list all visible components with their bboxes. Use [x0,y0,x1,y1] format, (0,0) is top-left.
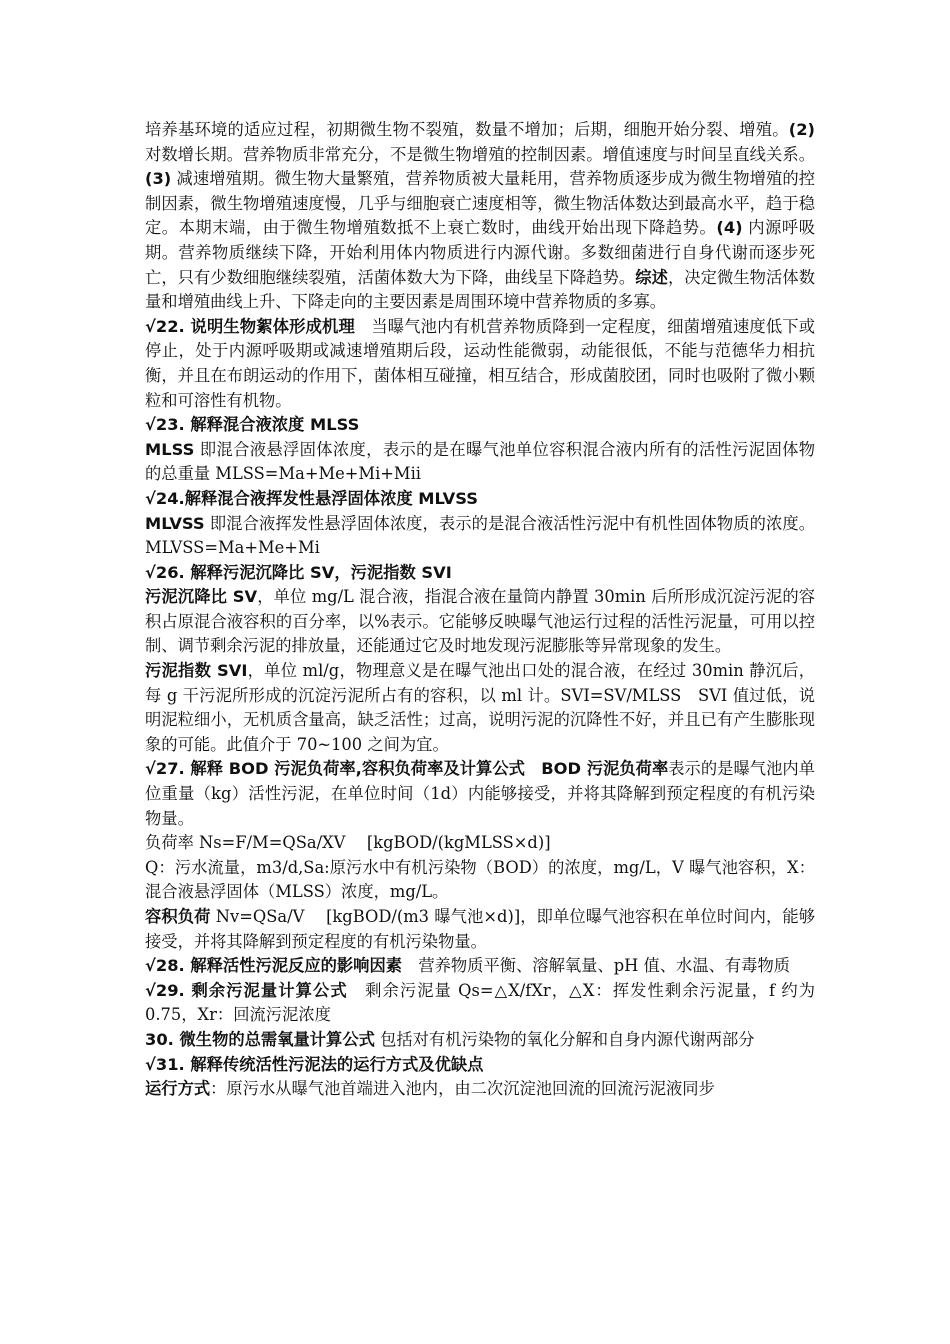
text: 即混合液悬浮固体浓度，表示的是在曝气池单位容积混合液内所有的活性污泥固体物的总重量 MLSS=Ma+Me+Mi+Mii [145,439,815,484]
text: 内源呼吸期。营养物质继续下降，开始利用体内物质进行内源代谢。多数细菌进行自身代谢而逐步死亡，只有少数细胞继续裂殖，活菌体数大为下降，曲线呈下降趋势。 [145,218,815,287]
question-answer: 包括对有机污染物的氧化分解和自身内源代谢两部分 [374,1029,755,1049]
question-27-formula: 负荷率 Ns=F/M=QSa/XV [kgBOD/(kgMLSS×d)] [145,833,551,853]
text: ，单位 mg/L 混合液，指混合液在量筒内静置 30min 后所形成沉淀污泥的容积占原混合液容积的百分率，以%表示。它能够反映曝气池运行过程的活性污泥量，可用以控制、调节剩余污泥的排放量，还能通过它及时地发现污泥膨胀等异常现象的发生。 [145,587,816,656]
text: ：原污水从曝气池首端进入池内，由二次沉淀池回流的回流污泥液同步 [210,1079,715,1099]
question-24-answer [145,512,815,561]
question-23-answer [145,438,815,487]
question-26-sv [145,585,815,659]
text: Nv=QSa/V [kgBOD/(m3 曝气池×d)]，即单位曝气池容积在单位时间内，能够接受，并将其降解到预定程度的有机污染物量。 [145,907,815,951]
question-title: √27. 解释 BOD 污泥负荷率,容积负荷率及计算公式 [145,759,525,779]
bold-term: MLVSS [145,513,205,533]
question-answer: 营养物质平衡、溶解氧量、pH 值、水温、有毒物质 [402,956,791,976]
question-22 [145,315,815,413]
question-answer: 当曝气池内有机营养物质降到一定程度，细菌增殖速度低下或停止，处于内源呼吸期或减速增殖期后段，运动性能微弱，动能很低，不能与范德华力相抗衡，并且在布朗运动的作用下，菌体相互碰撞，相互结合，形成菌胶团，同时也吸附了微小颗粒和可溶性有机物。 [145,316,815,410]
question-26-svi [145,659,815,757]
text: ，决定微生物活体数量和增殖曲线上升、下降走向的主要因素是周围环境中营养物质的多寡。 [145,267,815,312]
question-title: √22. 说明生物絮体形成机理 [145,316,355,336]
text: 减速增殖期。微生物大量繁殖，营养物质被大量耗用，营养物质逐步成为微生物增殖的控制因素，微生物增殖速度慢，几乎与细胞衰亡速度相等，微生物活体数达到最高水平，趋于稳定。本期末端，由于微生物增殖数抵不上衰亡数时，曲线开始出现下降趋势。 [145,169,815,238]
bold-term: MLSS [145,439,195,459]
bold-term: 污泥指数 SVI [145,661,248,681]
bold-marker: (3) [145,169,172,189]
bold-marker: (4) [716,218,743,238]
text: 表示的是曝气池内单位重量（kg）活性污泥，在单位时间（1d）内能够接受，并将其降解到预定程度的有机污染物量。 [145,759,815,828]
question-24-title: √24.解释混合液挥发性悬浮固体浓度 MLVSS [145,488,478,508]
bold-term: 污泥沉降比 SV [145,587,258,607]
text: 培养基环境的适应过程，初期微生物不裂殖，数量不增加；后期，细胞开始分裂、增殖。 [145,120,789,139]
question-title: 30. 微生物的总需氧量计算公式 [145,1029,375,1049]
text: 对数增长期。营养物质非常充分，不是微生物增殖的控制因素。增值速度与时间呈直线关系。 [145,144,815,164]
question-27-variables: Q：污水流量，m3/d,Sa:原污水中有机污染物（BOD）的浓度，mg/L，V 曝气池容积，X：混合液悬浮固体（MLSS）浓度，mg/L。 [145,857,815,902]
question-answer: 剩余污泥量 Qs=△X/fXr，△X：挥发性剩余污泥量，f 约为 0.75，Xr：回流污泥浓度 [145,980,815,1025]
bold-term: 综述 [635,267,668,287]
document-page [145,118,815,1102]
question-31-title: √31. 解释传统活性污泥法的运行方式及优缺点 [145,1054,484,1074]
bold-term: 容积负荷 [145,907,211,926]
text: 即混合液挥发性悬浮固体浓度，表示的是混合液活性污泥中有机性固体物质的浓度。MLVSS=Ma+Me+Mi [145,513,815,558]
question-title: √29. 剩余污泥量计算公式 [145,980,348,1000]
question-30 [145,1028,815,1053]
question-28 [145,954,815,979]
paragraph-growth-phases [145,118,815,315]
question-29 [145,979,815,1028]
question-title: √28. 解释活性污泥反应的影响因素 [145,956,403,976]
question-23-title: √23. 解释混合液浓度 MLSS [145,415,360,435]
question-26-title: √26. 解释污泥沉降比 SV，污泥指数 SVI [145,562,452,582]
question-27-volume-load [145,905,815,954]
bold-term: BOD 污泥负荷率 [524,759,669,779]
bold-marker: (2) [788,120,815,139]
question-31-answer [145,1077,815,1102]
text: ，单位 ml/g，物理意义是在曝气池出口处的混合液，在经过 30min 静沉后，每 g 干污泥所形成的沉淀污泥所占有的容积，以 ml 计。SVI=SV/MLSS SVI 值过低，说明泥粒细小，无机质含量高，缺乏活性；过高，说明污泥的沉降性不好，并且已有产生膨胀现象的可能。此值介于 70~100 之间为宜。 [145,661,815,754]
question-27 [145,757,815,831]
bold-term: 运行方式 [145,1079,211,1099]
